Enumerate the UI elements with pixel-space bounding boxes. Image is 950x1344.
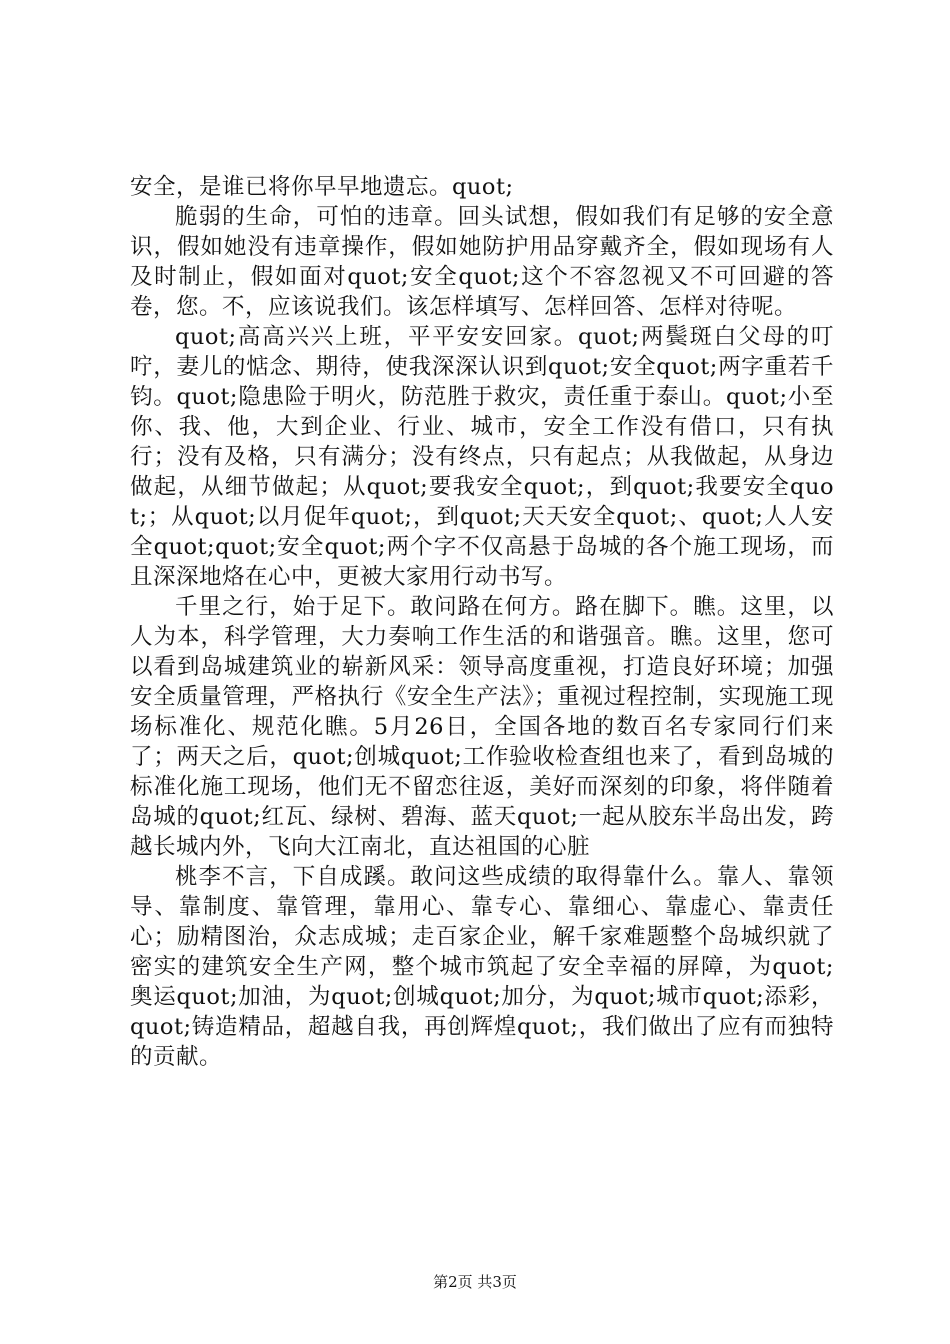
paragraph-3: quot;高高兴兴上班，平平安安回家。quot;两鬓斑白父母的叮咛，妻儿的惦念、期待，使我深深认识到quot;安全quot;两字重若千钧。quot;隐患险于明火，防范胜于救灾，责任重于泰山。quot;小至你、我、他，大到企业、行业、城市，安全工作没有借口，只有执行；没有及格，只有满分；没有终点，只有起点；从我做起，从身边做起，从细节做起；从quot;要我安全quot;，到quot;我要安全quot;；从quot;以月促年quot;，到quot;天天安全quot;、quot;人人安全quot;quot;安全quot;两个字不仅高悬于岛城的各个施工现场，而且深深地烙在心中，更被大家用行动书写。 xyxy=(130,324,834,590)
page-footer xyxy=(0,1272,950,1292)
paragraph-4: 千里之行，始于足下。敢问路在何方。路在脚下。瞧。这里，以人为本，科学管理，大力奏响工作生活的和谐强音。瞧。这里，您可以看到岛城建筑业的崭新风采：领导高度重视，打造良好环境；加强安全质量管理，严格执行《安全生产法》；重视过程控制，实现施工现场标准化、规范化瞧。5月26日，全国各地的数百名专家同行们来了；两天之后，quot;创城quot;工作验收检查组也来了，看到岛城的标准化施工现场，他们无不留恋往返，美好而深刻的印象，将伴随着岛城的quot;红瓦、绿树、碧海、蓝天quot;一起从胶东半岛出发，跨越长城内外，飞向大江南北，直达祖国的心脏 xyxy=(130,594,834,860)
paragraph-1: 安全，是谁已将你早早地遗忘。quot; xyxy=(130,174,514,200)
paragraph-2: 脆弱的生命，可怕的违章。回头试想，假如我们有足够的安全意识，假如她没有违章操作，假如她防护用品穿戴齐全，假如现场有人及时制止，假如面对quot;安全quot;这个不容忽视又不可回避的答卷，您。不，应该说我们。该怎样填写、怎样回答、怎样对待呢。 xyxy=(130,204,834,320)
document-body xyxy=(130,172,834,1072)
page-number-label: 第2页 共3页 xyxy=(433,1273,517,1291)
paragraph-5: 桃李不言，下自成蹊。敢问这些成绩的取得靠什么。靠人、靠领导、靠制度、靠管理，靠用心、靠专心、靠细心、靠虚心、靠责任心；励精图治，众志成城；走百家企业，解千家难题整个岛城织就了密实的建筑安全生产网，整个城市筑起了安全幸福的屏障，为quot;奥运quot;加油，为quot;创城quot;加分，为quot;城市quot;添彩，quot;铸造精品，超越自我，再创辉煌quot;，我们做出了应有而独特的贡献。 xyxy=(130,864,834,1070)
